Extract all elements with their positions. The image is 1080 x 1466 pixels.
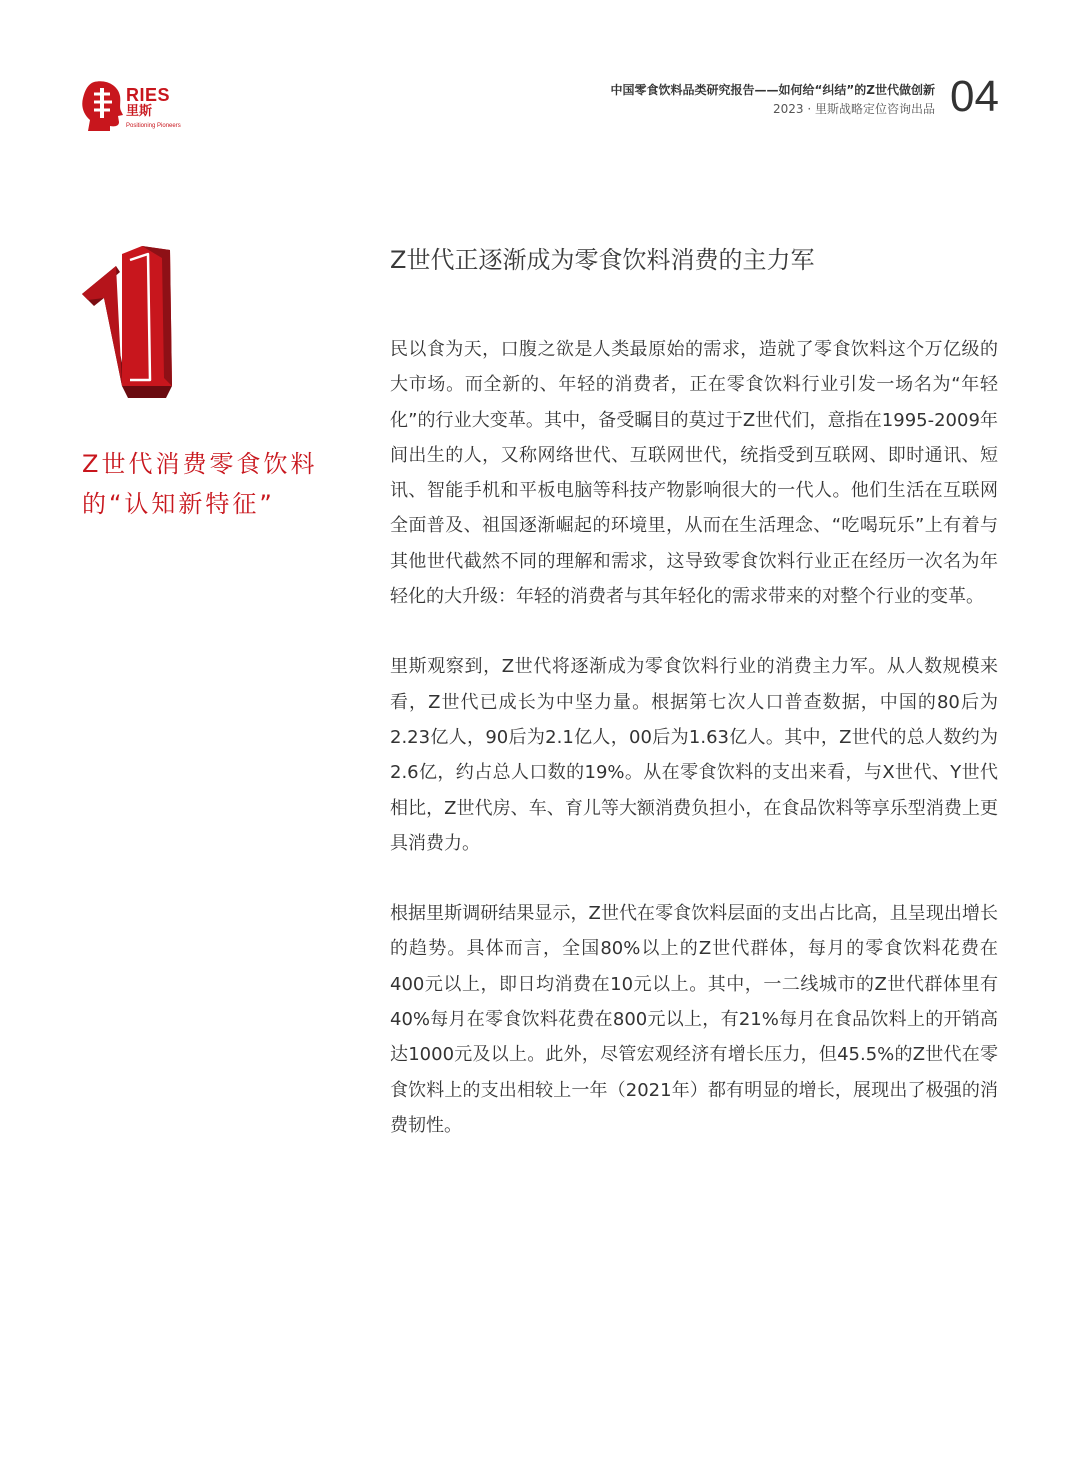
page-number: 04	[950, 72, 999, 121]
section-number-graphic	[82, 246, 174, 398]
section-heading-line2: 的“认知新特征”	[82, 490, 275, 518]
section-heading	[82, 444, 342, 524]
report-title: 中国零食饮料品类研究报告——如何给“纠结”的Z世代做创新	[610, 83, 935, 97]
ries-logo	[80, 80, 200, 136]
article-paragraph: 根据里斯调研结果显示，Z世代在零食饮料层面的支出占比高，且呈现出增长的趋势。具体而言，全国80%以上的Z世代群体，每月的零食饮料花费在400元以上，即日均消费在10元以上。其中，一二线城市的Z世代群体里有40%每月在零食饮料花费在800元以上，有21%每月在食品饮料上的开销高达1000元及以上。此外，尽管宏观经济有增长压力，但45.5%的Z世代在零食饮料上的支出相较上一年（2021年）都有明显的增长，展现出了极强的消费韧性。	[390, 903, 998, 1136]
section-heading-line1: Z世代消费零食饮料	[82, 450, 318, 478]
article-body	[390, 332, 998, 1143]
article-paragraph: 民以食为天，口腹之欲是人类最原始的需求，造就了零食饮料这个万亿级的大市场。而全新的、年轻的消费者，正在零食饮料行业引发一场名为“年轻化”的行业大变革。其中，备受瞩目的莫过于Z世代们，意指在1995-2009年间出生的人，又称网络世代、互联网世代，统指受到互联网、即时通讯、短讯、智能手机和平板电脑等科技产物影响很大的一代人。他们生活在互联网全面普及、祖国逐渐崛起的环境里，从而在生活理念、“吃喝玩乐”上有着与其他世代截然不同的理解和需求，这导致零食饮料行业正在经历一次名为年轻化的大升级：年轻的消费者与其年轻化的需求带来的对整个行业的变革。	[390, 339, 998, 608]
head-profile-icon	[80, 80, 124, 132]
logo-brand-cn: 里斯	[126, 104, 153, 119]
article-paragraph: 里斯观察到，Z世代将逐渐成为零食饮料行业的消费主力军。从人数规模来看，Z世代已成长为中坚力量。根据第七次人口普查数据，中国的80后为2.23亿人，90后为2.1亿人，00后为1.63亿人。其中，Z世代的总人数约为2.6亿，约占总人口数的19%。从在零食饮料的支出来看，与X世代、Y世代相比，Z世代房、车、育儿等大额消费负担小，在食品饮料等享乐型消费上更具消费力。	[390, 656, 998, 854]
article-title: Z世代正逐渐成为零食饮料消费的主力军	[390, 246, 815, 274]
logo-tagline: Positioning Pioneers	[126, 123, 181, 129]
report-subtitle: 2023 · 里斯战略定位咨询出品	[773, 102, 935, 116]
logo-brand: RIES	[126, 85, 171, 105]
report-header	[611, 82, 935, 117]
